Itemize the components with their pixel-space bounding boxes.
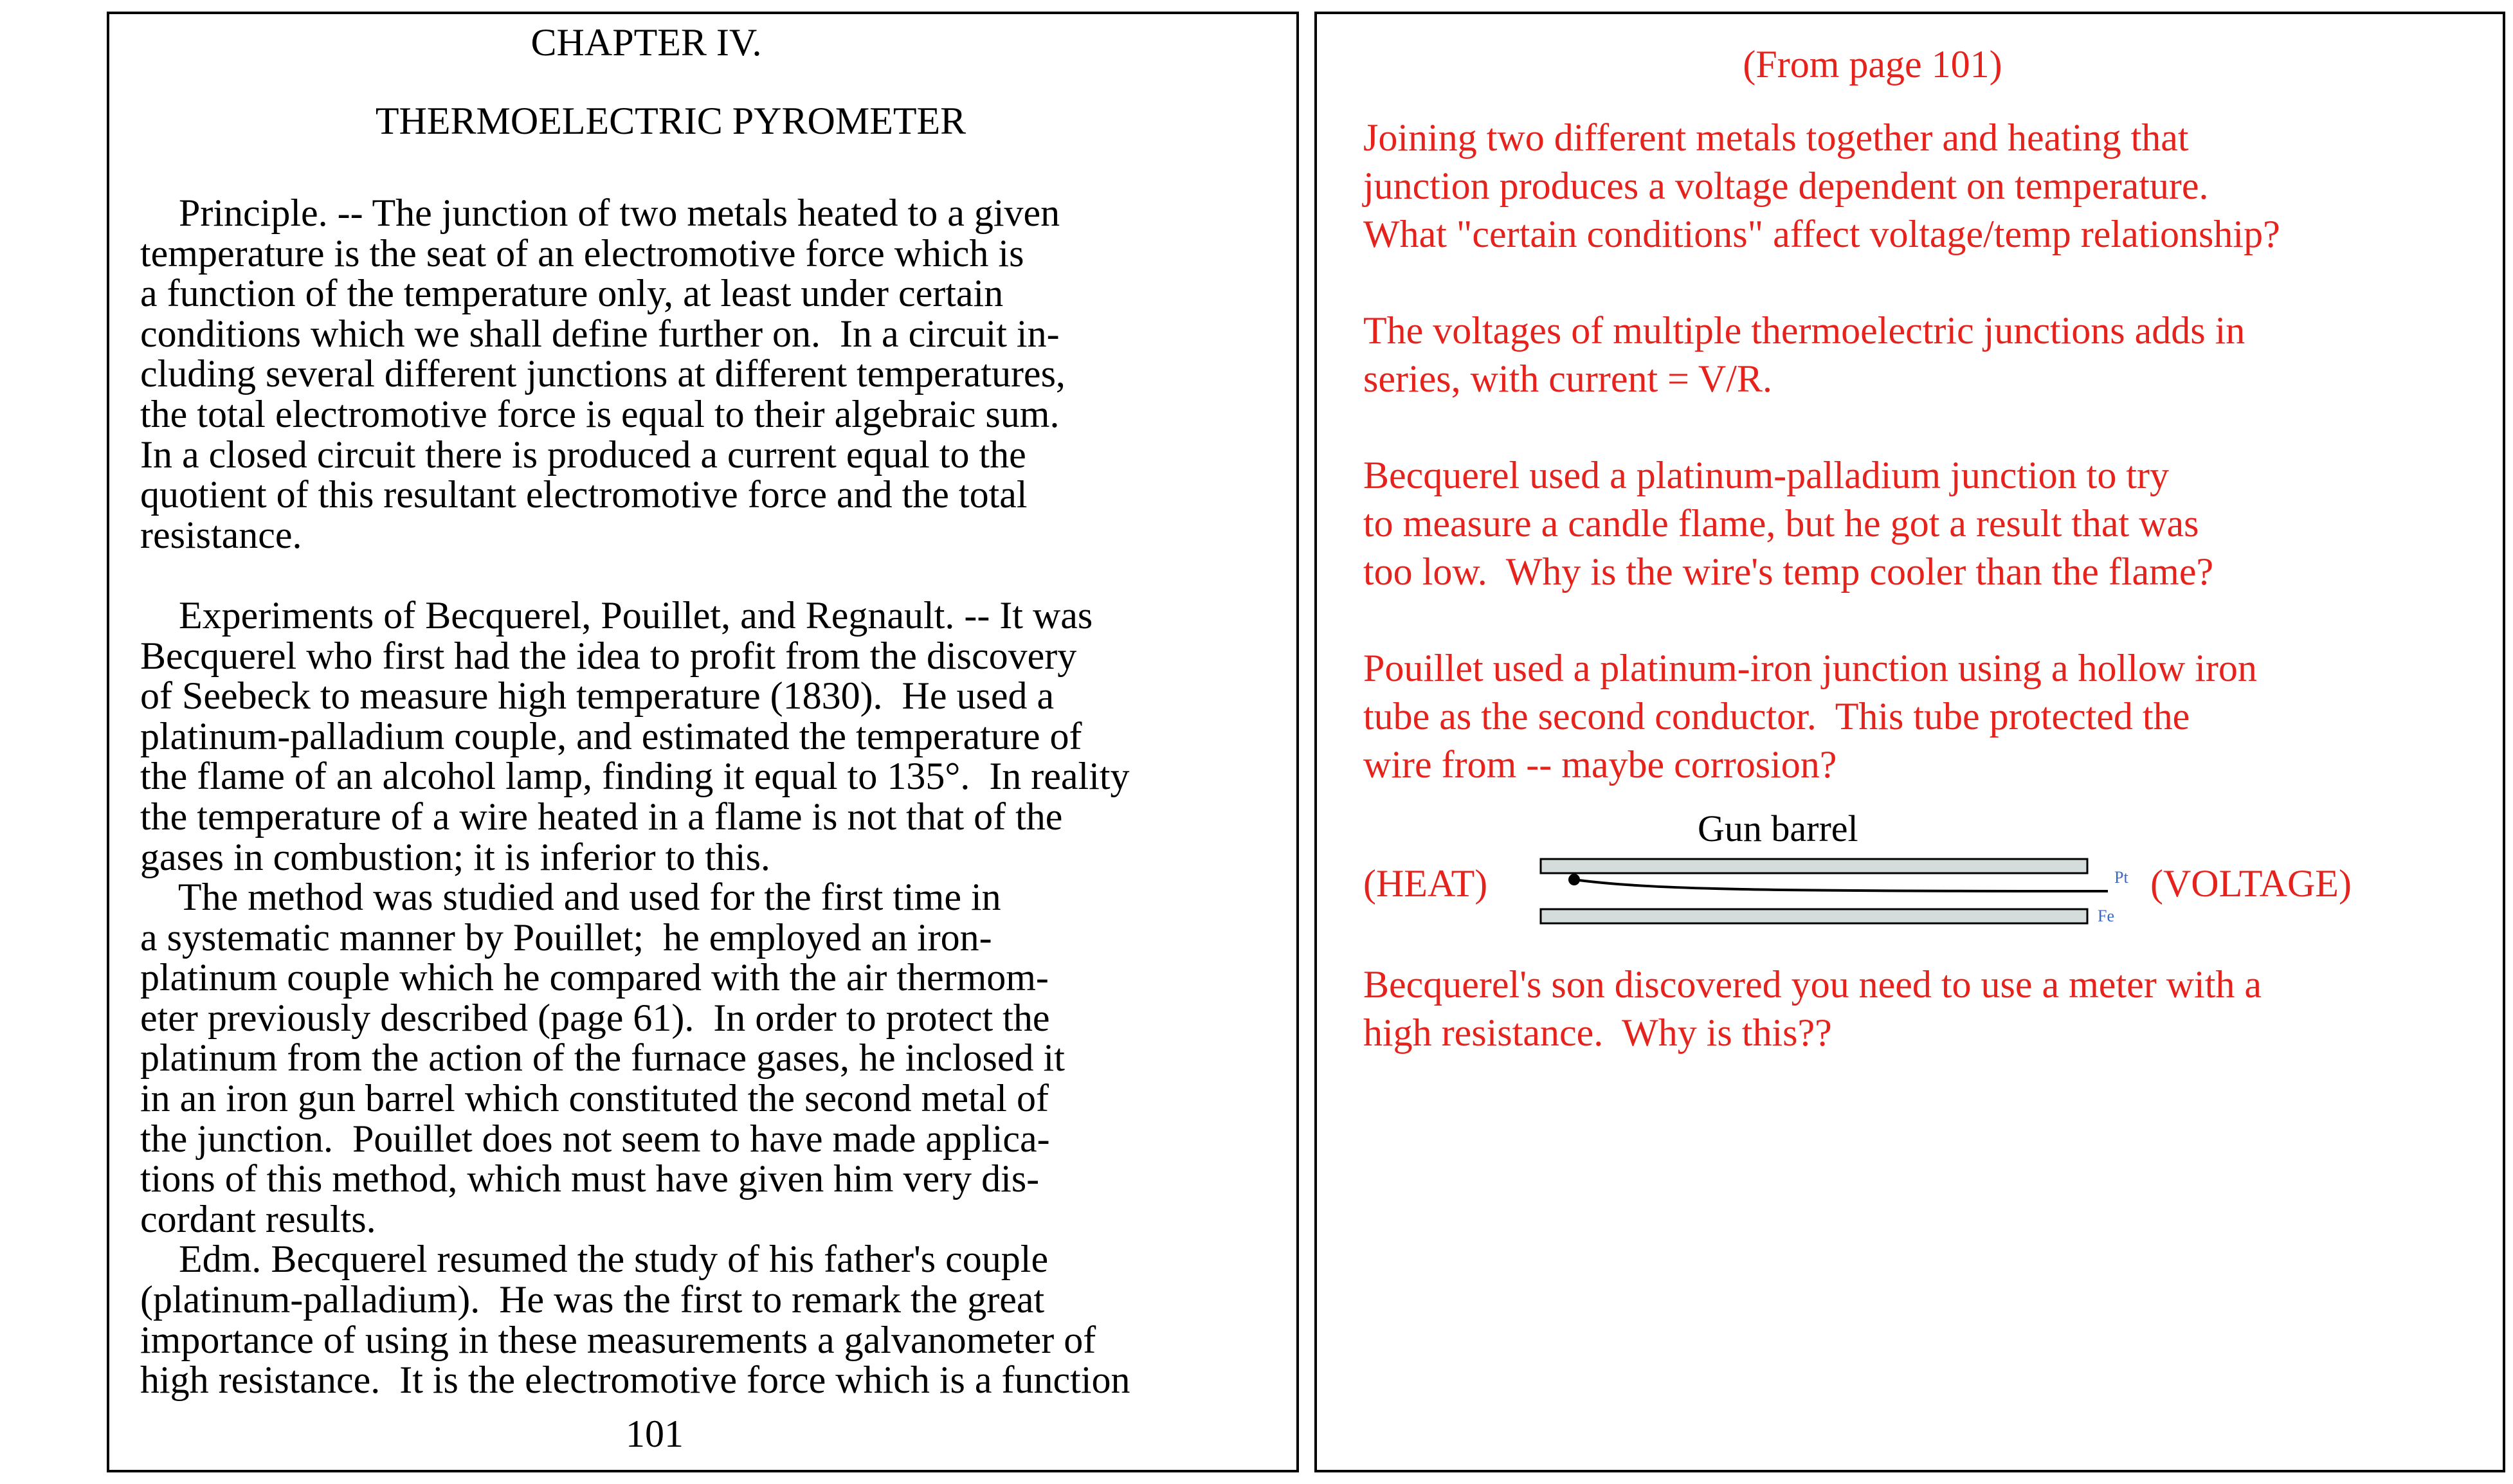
book-page-left: [107, 12, 1299, 1472]
body-line: importance of using in these measurements a galvanometer of: [140, 1318, 1096, 1361]
body-line: Edm. Becquerel resumed the study of his father's couple: [140, 1238, 1049, 1281]
body-line: platinum couple which he compared with the air thermom-: [140, 956, 1049, 999]
note-line: high resistance. Why is this??: [1363, 1011, 1832, 1054]
body-line: In a closed circuit there is produced a current equal to the: [140, 433, 1026, 476]
body-line: a function of the temperature only, at least under certain: [140, 272, 1004, 315]
body-line: eter previously described (page 61). In order to protect the: [140, 996, 1050, 1039]
body-line: a systematic manner by Pouillet; he employed an iron-: [140, 916, 992, 959]
body-line: Principle. -- The junction of two metals heated to a given: [140, 192, 1060, 234]
body-line: temperature is the seat of an electromotive force which is: [140, 231, 1024, 275]
note-line: junction produces a voltage dependent on temperature.: [1363, 165, 2209, 207]
body-line: in an iron gun barrel which constituted the second metal of: [140, 1077, 1049, 1120]
body-line: platinum from the action of the furnace gases, he inclosed it: [140, 1036, 1065, 1080]
note-line: Joining two different metals together and heating that: [1363, 116, 2189, 159]
body-line: Becquerel who first had the idea to profit from the discovery: [140, 634, 1077, 677]
gun-barrel-label: Gun barrel: [1698, 808, 1858, 849]
body-line: (platinum-palladium). He was the first to remark the great: [140, 1278, 1045, 1321]
gun-barrel-diagram: [1317, 800, 2508, 935]
note-line: to measure a candle flame, but he got a result that was: [1363, 502, 2199, 545]
body-line: gases in combustion; it is inferior to this.: [140, 835, 770, 878]
body-text: [140, 193, 1272, 1400]
note-becquerel-flame: [1363, 451, 2495, 596]
body-line: [140, 555, 1272, 595]
note-line: Becquerel's son discovered you need to use a meter with a: [1363, 963, 2262, 1006]
note-series-voltages: [1363, 307, 2495, 403]
body-line: high resistance. It is the electromotive force which is a function: [140, 1359, 1130, 1402]
note-line: series, with current = V/R.: [1363, 357, 1772, 400]
iron-label: Fe: [2098, 907, 2114, 925]
body-line: Experiments of Becquerel, Pouillet, and Regnault. -- It was: [140, 593, 1093, 637]
annotation-page-right: [1314, 12, 2505, 1472]
platinum-wire: [1574, 880, 2108, 891]
note-line: tube as the second conductor. This tube protected the: [1363, 695, 2190, 737]
note-voltage-temperature: [1363, 114, 2495, 258]
chapter-heading: CHAPTER IV.: [531, 21, 762, 64]
note-line: The voltages of multiple thermoelectric junctions adds in: [1363, 309, 2245, 352]
body-line: quotient of this resultant electromotive force and the total: [140, 473, 1028, 516]
page-number: 101: [626, 1413, 684, 1455]
platinum-label: Pt: [2114, 868, 2128, 887]
note-pouillet-tube: [1363, 644, 2495, 789]
junction-dot: [1568, 874, 1580, 885]
section-title: THERMOELECTRIC PYROMETER: [375, 100, 966, 142]
barrel-top-wall: [1541, 859, 2087, 873]
heat-label: (HEAT): [1363, 862, 1488, 905]
page-reference: (From page 101): [1743, 43, 2002, 86]
body-line: tions of this method, which must have given him very dis-: [140, 1157, 1040, 1200]
note-line: wire from -- maybe corrosion?: [1363, 743, 1837, 786]
note-high-resistance-meter: [1363, 961, 2495, 1057]
barrel-bottom-wall: [1541, 909, 2087, 923]
note-line: Becquerel used a platinum-palladium junction to try: [1363, 454, 2169, 496]
note-line: Pouillet used a platinum-iron junction using a hollow iron: [1363, 647, 2257, 689]
body-line: cordant results.: [140, 1197, 376, 1240]
body-line: resistance.: [140, 513, 302, 556]
body-line: The method was studied and used for the first time in: [140, 876, 1001, 919]
body-line: the flame of an alcohol lamp, finding it equal to 135°. In reality: [140, 755, 1130, 798]
body-line: of Seebeck to measure high temperature (1830). He used a: [140, 674, 1055, 718]
body-line: the temperature of a wire heated in a flame is not that of the: [140, 795, 1063, 838]
note-line: too low. Why is the wire's temp cooler than the flame?: [1363, 550, 2214, 593]
body-line: conditions which we shall define further on. In a circuit in-: [140, 312, 1060, 355]
voltage-label: (VOLTAGE): [2150, 862, 2352, 905]
body-line: cluding several different junctions at different temperatures,: [140, 352, 1066, 395]
body-line: the total electromotive force is equal to their algebraic sum.: [140, 392, 1060, 435]
note-line: What "certain conditions" affect voltage/temp relationship?: [1363, 213, 2280, 255]
body-line: the junction. Pouillet does not seem to have made applica-: [140, 1117, 1050, 1160]
body-line: platinum-palladium couple, and estimated the temperature of: [140, 714, 1082, 757]
